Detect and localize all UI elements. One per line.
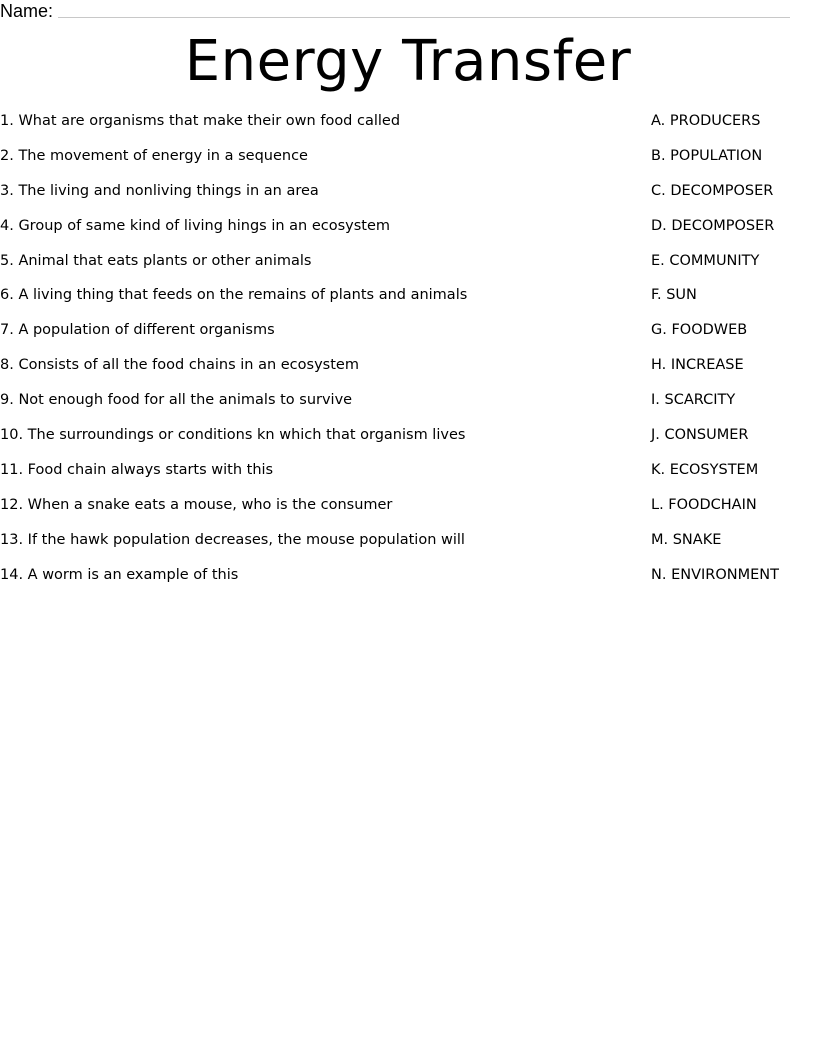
answer-option: I. SCARCITY xyxy=(651,392,736,409)
question-text: 3. The living and nonliving things in an area xyxy=(0,182,319,199)
question-text: 1. What are organisms that make their own food called xyxy=(0,113,401,129)
question-text: 9. Not enough food for all the animals to survive xyxy=(0,392,353,409)
question-text: 6. A living thing that feeds on the remains of plants and animals xyxy=(0,287,468,304)
matching-list xyxy=(0,111,816,599)
question-text: 11. Food chain always starts with this xyxy=(0,461,274,478)
matching-row xyxy=(0,251,816,286)
question-text: 2. The movement of energy in a sequence xyxy=(0,147,308,164)
matching-row xyxy=(0,425,816,460)
matching-row xyxy=(0,285,816,320)
answer-option: E. COMMUNITY xyxy=(651,252,760,269)
answer-option: L. FOODCHAIN xyxy=(651,496,757,513)
matching-row xyxy=(0,495,816,530)
matching-row xyxy=(0,565,816,600)
matching-row xyxy=(0,146,816,181)
question-text: 10. The surroundings or conditions kn which that organism lives xyxy=(0,427,466,444)
question-text: 13. If the hawk population decreases, the mouse population will xyxy=(0,531,465,548)
answer-option: K. ECOSYSTEM xyxy=(651,461,759,478)
answer-option: B. POPULATION xyxy=(651,147,763,164)
name-write-line[interactable] xyxy=(58,16,790,18)
answer-option: H. INCREASE xyxy=(651,357,744,374)
matching-row xyxy=(0,320,816,355)
question-text: 14. A worm is an example of this xyxy=(0,566,239,583)
matching-row xyxy=(0,111,816,146)
matching-row xyxy=(0,460,816,495)
question-text: 12. When a snake eats a mouse, who is the consumer xyxy=(0,496,393,513)
answer-option: A. PRODUCERS xyxy=(651,113,761,129)
question-text: 4. Group of same kind of living hings in an ecosystem xyxy=(0,217,391,234)
answer-option: M. SNAKE xyxy=(651,531,722,548)
question-text: 5. Animal that eats plants or other animals xyxy=(0,252,312,269)
matching-row xyxy=(0,181,816,216)
worksheet-title: Energy Transfer xyxy=(184,29,632,94)
name-field-row xyxy=(0,0,790,22)
matching-row xyxy=(0,355,816,390)
answer-option: N. ENVIRONMENT xyxy=(651,566,779,583)
question-text: 8. Consists of all the food chains in an ecosystem xyxy=(0,357,359,374)
matching-row xyxy=(0,216,816,251)
answer-option: F. SUN xyxy=(651,287,697,304)
answer-option: D. DECOMPOSER xyxy=(651,217,775,234)
name-label: Name: xyxy=(0,1,54,21)
question-text: 7. A population of different organisms xyxy=(0,322,275,339)
matching-row xyxy=(0,530,816,565)
answer-option: J. CONSUMER xyxy=(651,427,749,444)
answer-option: C. DECOMPOSER xyxy=(651,182,774,199)
matching-row xyxy=(0,390,816,425)
answer-option: G. FOODWEB xyxy=(651,322,748,339)
